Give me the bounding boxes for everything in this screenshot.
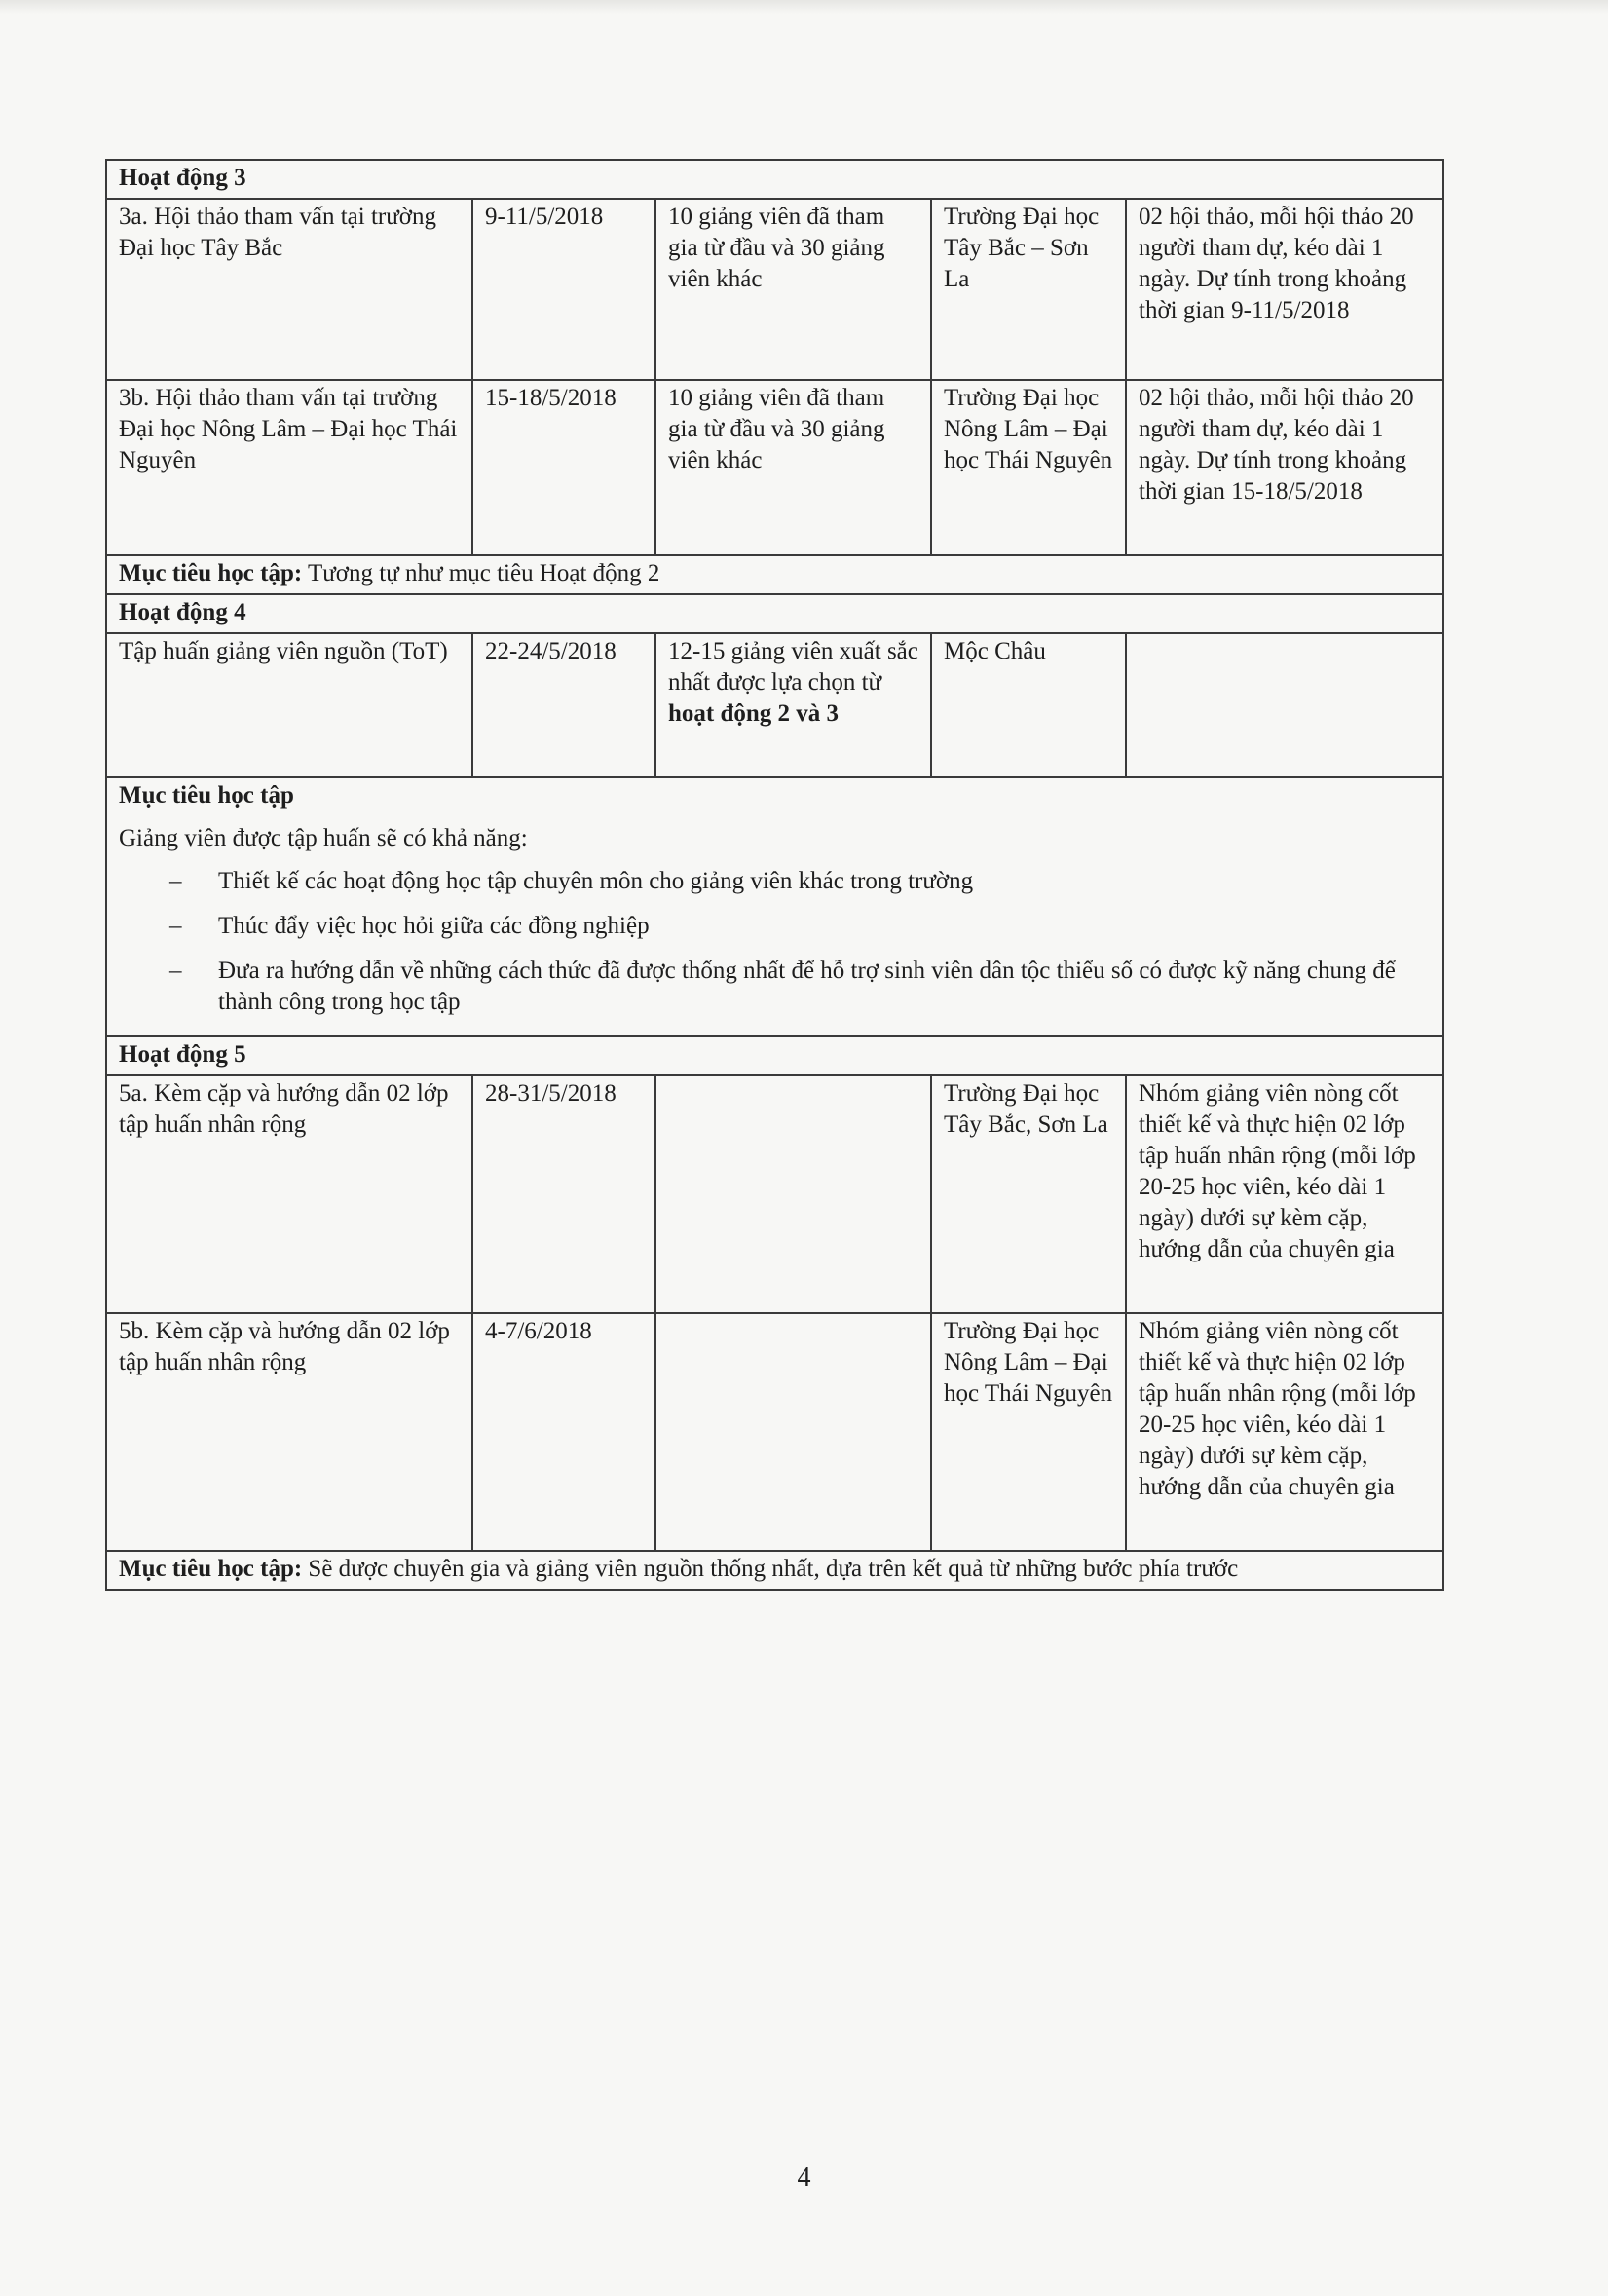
notes-cell: 02 hội thảo, mỗi hội thảo 20 người tham dự, kéo dài 1 ngày. Dự tính trong khoảng thời gian 15-18/5/2018	[1126, 380, 1443, 555]
table-row	[106, 1075, 1443, 1313]
dash-bullet: –	[169, 913, 182, 939]
participants-text: 12-15 giảng viên xuất sắc nhất được lựa chọn từ	[668, 638, 918, 696]
table-row	[106, 380, 1443, 555]
date-cell: 22-24/5/2018	[472, 633, 655, 777]
list-item	[119, 866, 1431, 897]
participants-cell	[655, 1075, 931, 1313]
participants-cell: 10 giảng viên đã tham gia từ đầu và 30 giảng viên khác	[655, 380, 931, 555]
dash-bullet: –	[169, 958, 182, 984]
objective-text: Sẽ được chuyên gia và giảng viên nguồn thống nhất, dựa trên kết quả từ những bước phía trước	[302, 1556, 1239, 1582]
list-item	[119, 911, 1431, 942]
objective-list	[119, 866, 1431, 1018]
date-cell: 15-18/5/2018	[472, 380, 655, 555]
list-item-text: Thiết kế các hoạt động học tập chuyên môn cho giảng viên khác trong trường	[218, 868, 974, 894]
activity-4-heading: Hoạt động 4	[106, 594, 1443, 633]
list-item	[119, 956, 1431, 1018]
activity-3-header-row	[106, 160, 1443, 199]
objective-label: Mục tiêu học tập:	[119, 1556, 303, 1582]
activity-plan-table	[105, 159, 1444, 1591]
notes-cell	[1126, 633, 1443, 777]
activity-name-cell: 3b. Hội thảo tham vấn tại trường Đại học Nông Lâm – Đại học Thái Nguyên	[106, 380, 472, 555]
notes-cell: 02 hội thảo, mỗi hội thảo 20 người tham dự, kéo dài 1 ngày. Dự tính trong khoảng thời gian 9-11/5/2018	[1126, 199, 1443, 380]
location-cell: Trường Đại học Tây Bắc, Sơn La	[931, 1075, 1126, 1313]
list-item-text: Thúc đẩy việc học hỏi giữa các đồng nghiệp	[218, 913, 650, 939]
table-row	[106, 633, 1443, 777]
scan-edge	[0, 0, 1608, 14]
activity-name-cell: 5b. Kèm cặp và hướng dẫn 02 lớp tập huấn nhân rộng	[106, 1313, 472, 1551]
participants-cell	[655, 1313, 931, 1551]
table-row	[106, 1313, 1443, 1551]
notes-cell: Nhóm giảng viên nòng cốt thiết kế và thực hiện 02 lớp tập huấn nhân rộng (mỗi lớp 20-25 học viên, kéo dài 1 ngày) dưới sự kèm cặp, hướng dẫn của chuyên gia	[1126, 1075, 1443, 1313]
activity-name-cell: 3a. Hội thảo tham vấn tại trường Đại học Tây Bắc	[106, 199, 472, 380]
date-cell: 28-31/5/2018	[472, 1075, 655, 1313]
activity-4-objective	[106, 777, 1443, 1036]
list-item-text: Đưa ra hướng dẫn về những cách thức đã được thống nhất để hỗ trợ sinh viên dân tộc thiểu số có được kỹ năng chung để thành công trong học tập	[218, 958, 1396, 1015]
activity-5-header-row	[106, 1036, 1443, 1075]
activity-3-heading: Hoạt động 3	[106, 160, 1443, 199]
activity-name-cell: Tập huấn giảng viên nguồn (ToT)	[106, 633, 472, 777]
date-cell: 9-11/5/2018	[472, 199, 655, 380]
activity-4-objective-row	[106, 777, 1443, 1036]
activity-3-objective	[106, 555, 1443, 594]
activity-4-header-row	[106, 594, 1443, 633]
participants-cell: 10 giảng viên đã tham gia từ đầu và 30 giảng viên khác	[655, 199, 931, 380]
location-cell: Trường Đại học Tây Bắc – Sơn La	[931, 199, 1126, 380]
objective-intro: Giảng viên được tập huấn sẽ có khả năng:	[119, 825, 528, 851]
objective-title: Mục tiêu học tập	[119, 782, 294, 809]
objective-label: Mục tiêu học tập:	[119, 560, 303, 586]
objective-text: Tương tự như mục tiêu Hoạt động 2	[302, 560, 660, 586]
location-cell: Trường Đại học Nông Lâm – Đại học Thái Nguyên	[931, 380, 1126, 555]
location-cell: Mộc Châu	[931, 633, 1126, 777]
activity-3-objective-row	[106, 555, 1443, 594]
location-cell: Trường Đại học Nông Lâm – Đại học Thái Nguyên	[931, 1313, 1126, 1551]
dash-bullet: –	[169, 868, 182, 894]
table-row	[106, 199, 1443, 380]
participants-cell	[655, 633, 931, 777]
activity-5-objective-row	[106, 1551, 1443, 1590]
notes-cell: Nhóm giảng viên nòng cốt thiết kế và thực hiện 02 lớp tập huấn nhân rộng (mỗi lớp 20-25 học viên, kéo dài 1 ngày) dưới sự kèm cặp, hướng dẫn của chuyên gia	[1126, 1313, 1443, 1551]
page-number: 4	[797, 2163, 811, 2193]
activity-5-objective	[106, 1551, 1443, 1590]
participants-bold-text: hoạt động 2 và 3	[668, 700, 840, 727]
activity-name-cell: 5a. Kèm cặp và hướng dẫn 02 lớp tập huấn nhân rộng	[106, 1075, 472, 1313]
date-cell: 4-7/6/2018	[472, 1313, 655, 1551]
activity-5-heading: Hoạt động 5	[106, 1036, 1443, 1075]
